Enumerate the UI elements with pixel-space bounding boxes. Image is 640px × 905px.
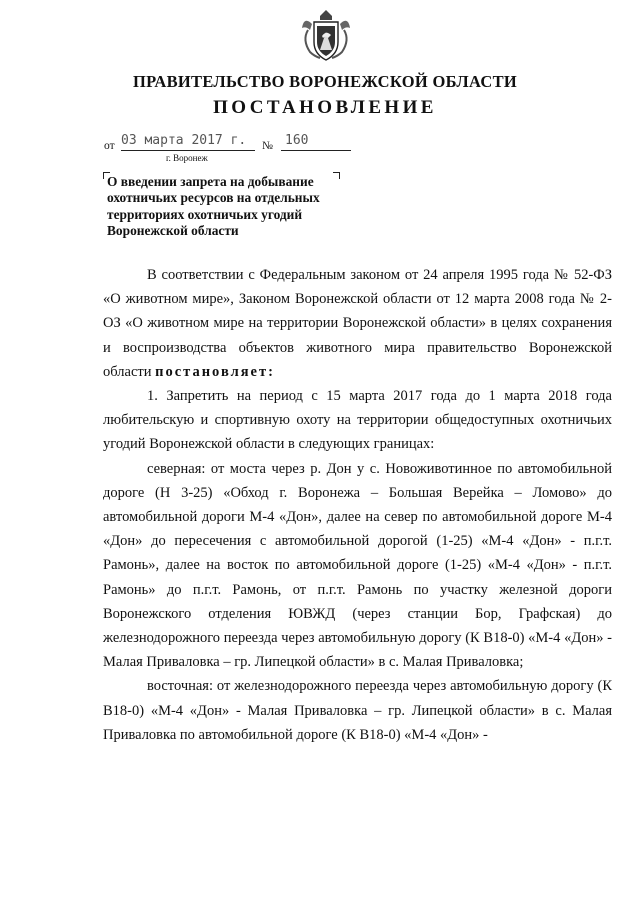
subject-block: [107, 174, 352, 239]
number-label: №: [262, 140, 273, 152]
number-field: 160: [281, 132, 351, 151]
date-from-label: от: [104, 140, 115, 152]
subject-line: Воронежской области: [107, 222, 239, 238]
preamble-paragraph: [103, 263, 612, 384]
city-label: г. Воронеж: [166, 153, 208, 163]
date-field: 03 марта 2017 г.: [121, 132, 255, 151]
document-body: [103, 263, 612, 747]
government-title: ПРАВИТЕЛЬСТВО ВОРОНЕЖСКОЙ ОБЛАСТИ: [132, 72, 518, 91]
subject-line: территориях охотничьих угодий: [107, 206, 303, 222]
preamble-text: В соответствии с Федеральным законом от 24 апреля 1995 года № 52-ФЗ «О животном мире», Законом Воронежской области от 12 марта 2008 года № 2-ОЗ «О животном мире на территории Воронежской области» в целях сохранения и воспроизводства объектов животного мира правительство Воронежской области: [103, 267, 612, 380]
document-type: ПОСТАНОВЛЕНИЕ: [213, 97, 437, 118]
decrees-word: постановляет:: [155, 363, 275, 380]
north-boundary-paragraph: северная: от моста через р. Дон у с. Новоживотинное по автомобильной дороге (Н 3-25) «Обход г. Воронежа – Большая Верейка – Ломово» до автомобильной дороги М-4 «Дон», далее на север по автомобильной дороге М-4 «Дон» до пересечения с автомобильной дорогой (1-25) «М-4 «Дон» - п.г.т. Рамонь», далее на восток по автомобильной дороге (1-25) «М-4 «Дон» - п.г.т. Рамонь» до п.г.т. Рамонь, от п.г.т. Рамонь по участку железной дороги Воронежского отделения ЮВЖД (через станции Бор, Графская) до железнодорожного переезда через автомобильную дорогу (К В18-0) «М-4 «Дон» - Малая Приваловка – гр. Липецкой области» в с. Малая Приваловка;: [103, 460, 612, 671]
east-boundary-paragraph: восточная: от железнодорожного переезда через автомобильную дорогу (К В18-0) «М-4 «Дон» - Малая Приваловка – гр. Липецкой области» в с. Малая Приваловка по автомобильной дороге (К В18-0) «М-4 «Дон» -: [103, 678, 612, 743]
registration-line: [104, 130, 364, 166]
subject-line: охотничьих ресурсов на отдельных: [107, 190, 320, 206]
item-1-paragraph: 1. Запретить на период с 15 марта 2017 года до 1 марта 2018 года любительскую и спортивную охоту на территории общедоступных охотничьих угодий Воронежской области в следующих границах:: [103, 388, 612, 453]
coat-of-arms-icon: [300, 6, 352, 64]
subject-line: О введении запрета на добывание: [107, 174, 314, 189]
